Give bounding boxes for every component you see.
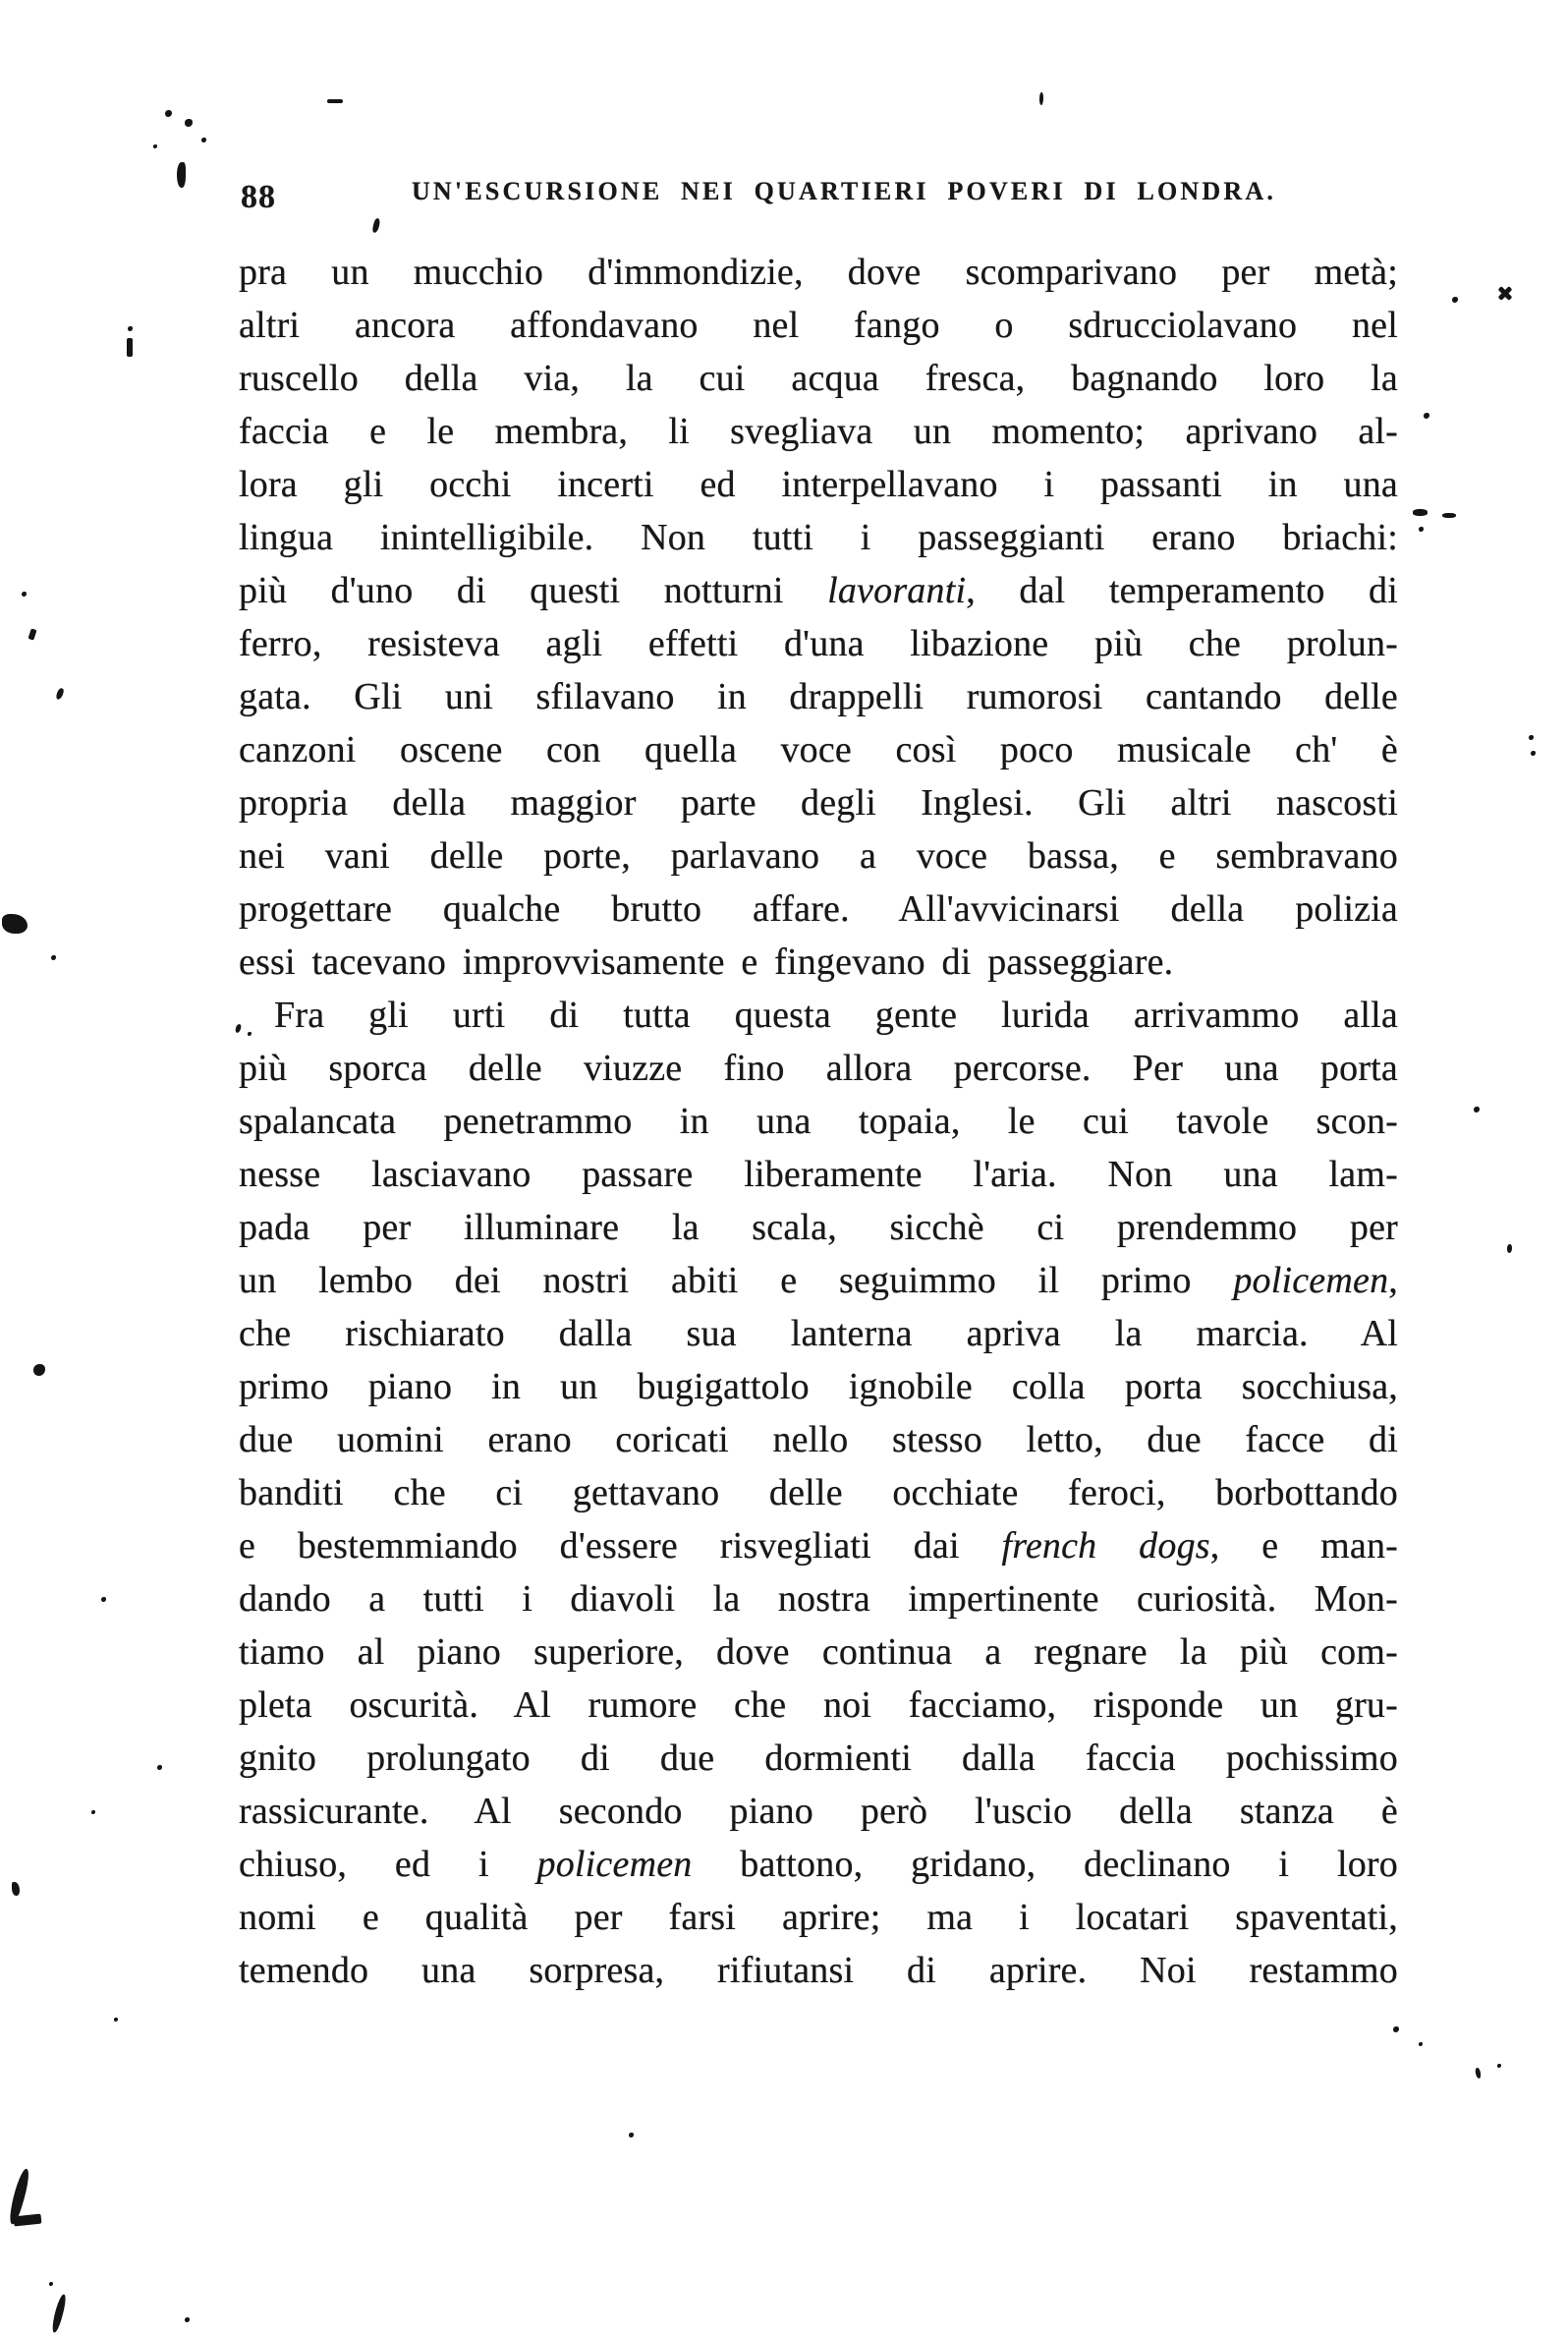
italic-text: lavoranti (827, 570, 967, 611)
text-segment: più sporca delle viuzze fino allora percorse. Per una porta (239, 1048, 1398, 1089)
text-segment: lora gli occhi incerti ed interpellavano i passanti in una (239, 464, 1398, 505)
text-line (239, 299, 1398, 352)
ink-speck (1442, 513, 1456, 518)
ink-speck (51, 955, 56, 960)
text-segment: , dal temperamento di (966, 570, 1399, 611)
ink-speck (1497, 2064, 1501, 2068)
text-line (239, 1148, 1398, 1201)
ink-speck (1413, 509, 1428, 516)
ink-speck (327, 99, 343, 103)
text-line (239, 617, 1398, 670)
text-segment: battono, gridano, declinano i loro (692, 1844, 1398, 1885)
text-line (239, 1785, 1398, 1838)
ink-speck (185, 2317, 190, 2322)
text-segment: dando a tutti i diavoli la nostra impertinente curiosità. Mon- (239, 1578, 1398, 1620)
text-segment: pleta oscurità. Al rumore che noi facciamo, risponde un gru- (239, 1684, 1398, 1726)
text-segment: , e man- (1209, 1525, 1398, 1567)
text-segment: essi tacevano improvvisamente e fingevano di passeggiare. (239, 941, 1174, 983)
text-segment: due uomini erano coricati nello stesso letto, due facce di (239, 1419, 1398, 1460)
ink-speck (1419, 527, 1424, 532)
text-line (239, 1413, 1398, 1466)
text-segment: Fra gli urti di tutta questa gente lurida arrivammo alla (274, 995, 1398, 1036)
text-line (239, 883, 1398, 936)
text-line (239, 1466, 1398, 1519)
page-header (239, 177, 1398, 220)
text-segment: lingua inintelligibile. Non tutti i passeggianti erano briachi: (239, 517, 1398, 558)
text-line (239, 1042, 1398, 1095)
text-segment: primo piano in un bugigattolo ignobile colla porta socchiusa, (239, 1366, 1398, 1407)
text-segment: temendo una sorpresa, rifiutansi di aprire. Noi restammo (239, 1950, 1398, 1991)
ink-speck (33, 1364, 45, 1376)
ink-speck (14, 2214, 42, 2227)
text-line (239, 1519, 1398, 1572)
text-line (239, 1360, 1398, 1413)
ink-speck (1452, 297, 1458, 303)
ink-speck (128, 326, 133, 331)
text-segment: chiuso, ed i (239, 1844, 537, 1885)
text-line (239, 352, 1398, 405)
text-segment: , (1388, 1260, 1398, 1301)
text-segment: pada per illuminare la scala, sicchè ci prendemmo per (239, 1207, 1398, 1248)
text-line (239, 1572, 1398, 1625)
ink-speck (1424, 413, 1429, 419)
body-text (239, 246, 1398, 1997)
ink-speck (49, 2282, 53, 2286)
text-segment: tiamo al piano superiore, dove continua a regnare la più com- (239, 1631, 1398, 1673)
text-segment: canzoni oscene con quella voce così poco musicale ch' è (239, 729, 1398, 770)
text-line (239, 564, 1398, 617)
ink-speck (157, 1765, 162, 1770)
ink-speck (1393, 2026, 1399, 2032)
ink-speck (1529, 735, 1534, 740)
ink-speck (12, 1882, 20, 1896)
ink-speck (177, 162, 186, 188)
text-segment: banditi che ci gettavano delle occhiate feroci, borbottando (239, 1472, 1398, 1513)
text-segment: pra un mucchio d'immondizie, dove scomparivano per metà; (239, 252, 1398, 293)
ink-speck (1039, 92, 1043, 105)
ink-speck (28, 628, 36, 640)
text-segment: nomi e qualità per farsi aprire; ma i locatari spaventati, (239, 1897, 1398, 1938)
page-number: 88 (241, 179, 276, 215)
text-line (239, 405, 1398, 458)
text-segment: nesse lasciavano passare liberamente l'aria. Non una lam- (239, 1154, 1398, 1195)
text-line (239, 989, 1398, 1042)
text-line (239, 1891, 1398, 1944)
ink-speck (55, 687, 65, 700)
text-line (239, 1838, 1398, 1891)
text-segment: rassicurante. Al secondo piano però l'uscio della stanza è (239, 1791, 1398, 1832)
text-segment: e bestemmiando d'essere risvegliati dai (239, 1525, 1002, 1567)
ink-speck (1475, 2068, 1483, 2080)
text-line (239, 723, 1398, 776)
text-line (239, 1254, 1398, 1307)
text-line (239, 1679, 1398, 1732)
ink-speck (101, 1597, 106, 1602)
text-segment: gata. Gli uni sfilavano in drappelli rumorosi cantando delle (239, 676, 1398, 717)
text-line (239, 1201, 1398, 1254)
text-line (239, 829, 1398, 883)
text-segment: ruscello della via, la cui acqua fresca, bagnando loro la (239, 358, 1398, 399)
ink-speck (1531, 751, 1536, 756)
text-line (239, 1095, 1398, 1148)
ink-speck (114, 2018, 118, 2022)
text-segment: propria della maggior parte degli Inglesi. Gli altri nascosti (239, 782, 1398, 824)
text-line (239, 246, 1398, 299)
text-line (239, 670, 1398, 723)
ink-speck (1507, 1244, 1512, 1253)
text-segment: spalancata penetrammo in una topaia, le cui tavole scon- (239, 1101, 1398, 1142)
text-line (239, 1625, 1398, 1679)
text-segment: un lembo dei nostri abiti e seguimmo il primo (239, 1260, 1234, 1301)
text-segment: più d'uno di questi notturni (239, 570, 828, 611)
ink-speck (201, 138, 206, 142)
ink-speck (22, 592, 27, 597)
ink-speck (1419, 2042, 1423, 2046)
text-line (239, 1944, 1398, 1997)
text-line (239, 936, 1398, 989)
italic-text: policemen (536, 1844, 693, 1885)
ink-speck (185, 119, 193, 127)
text-segment: nei vani delle porte, parlavano a voce bassa, e sembravano (239, 835, 1398, 877)
italic-text: policemen (1233, 1260, 1389, 1301)
ink-speck (50, 2294, 67, 2334)
italic-text: french dogs (1001, 1525, 1210, 1567)
ink-speck (127, 338, 133, 357)
ink-speck (629, 2133, 634, 2138)
ink-speck (91, 1810, 95, 1814)
text-segment: che rischiarato dalla sua lanterna apriva la marcia. Al (239, 1313, 1398, 1354)
text-segment: faccia e le membra, li svegliava un momento; aprivano al- (239, 411, 1398, 452)
ink-speck (165, 110, 172, 117)
text-segment: ferro, resisteva agli effetti d'una libazione più che prolun- (239, 623, 1398, 664)
text-line (239, 1732, 1398, 1785)
ink-speck (1474, 1107, 1480, 1112)
text-segment: altri ancora affondavano nel fango o sdrucciolavano nel (239, 305, 1398, 346)
text-line (239, 511, 1398, 564)
text-line (239, 458, 1398, 511)
text-line (239, 776, 1398, 829)
text-segment: gnito prolungato di due dormienti dalla faccia pochissimo (239, 1738, 1398, 1779)
ink-speck (153, 144, 157, 148)
text-column (239, 177, 1398, 1997)
text-segment: progettare qualche brutto affare. All'avvicinarsi della polizia (239, 888, 1398, 930)
text-line (239, 1307, 1398, 1360)
running-title: UN'ESCURSIONE NEI QUARTIERI POVERI DI LONDRA. (411, 177, 1277, 205)
ink-speck (2, 914, 28, 934)
